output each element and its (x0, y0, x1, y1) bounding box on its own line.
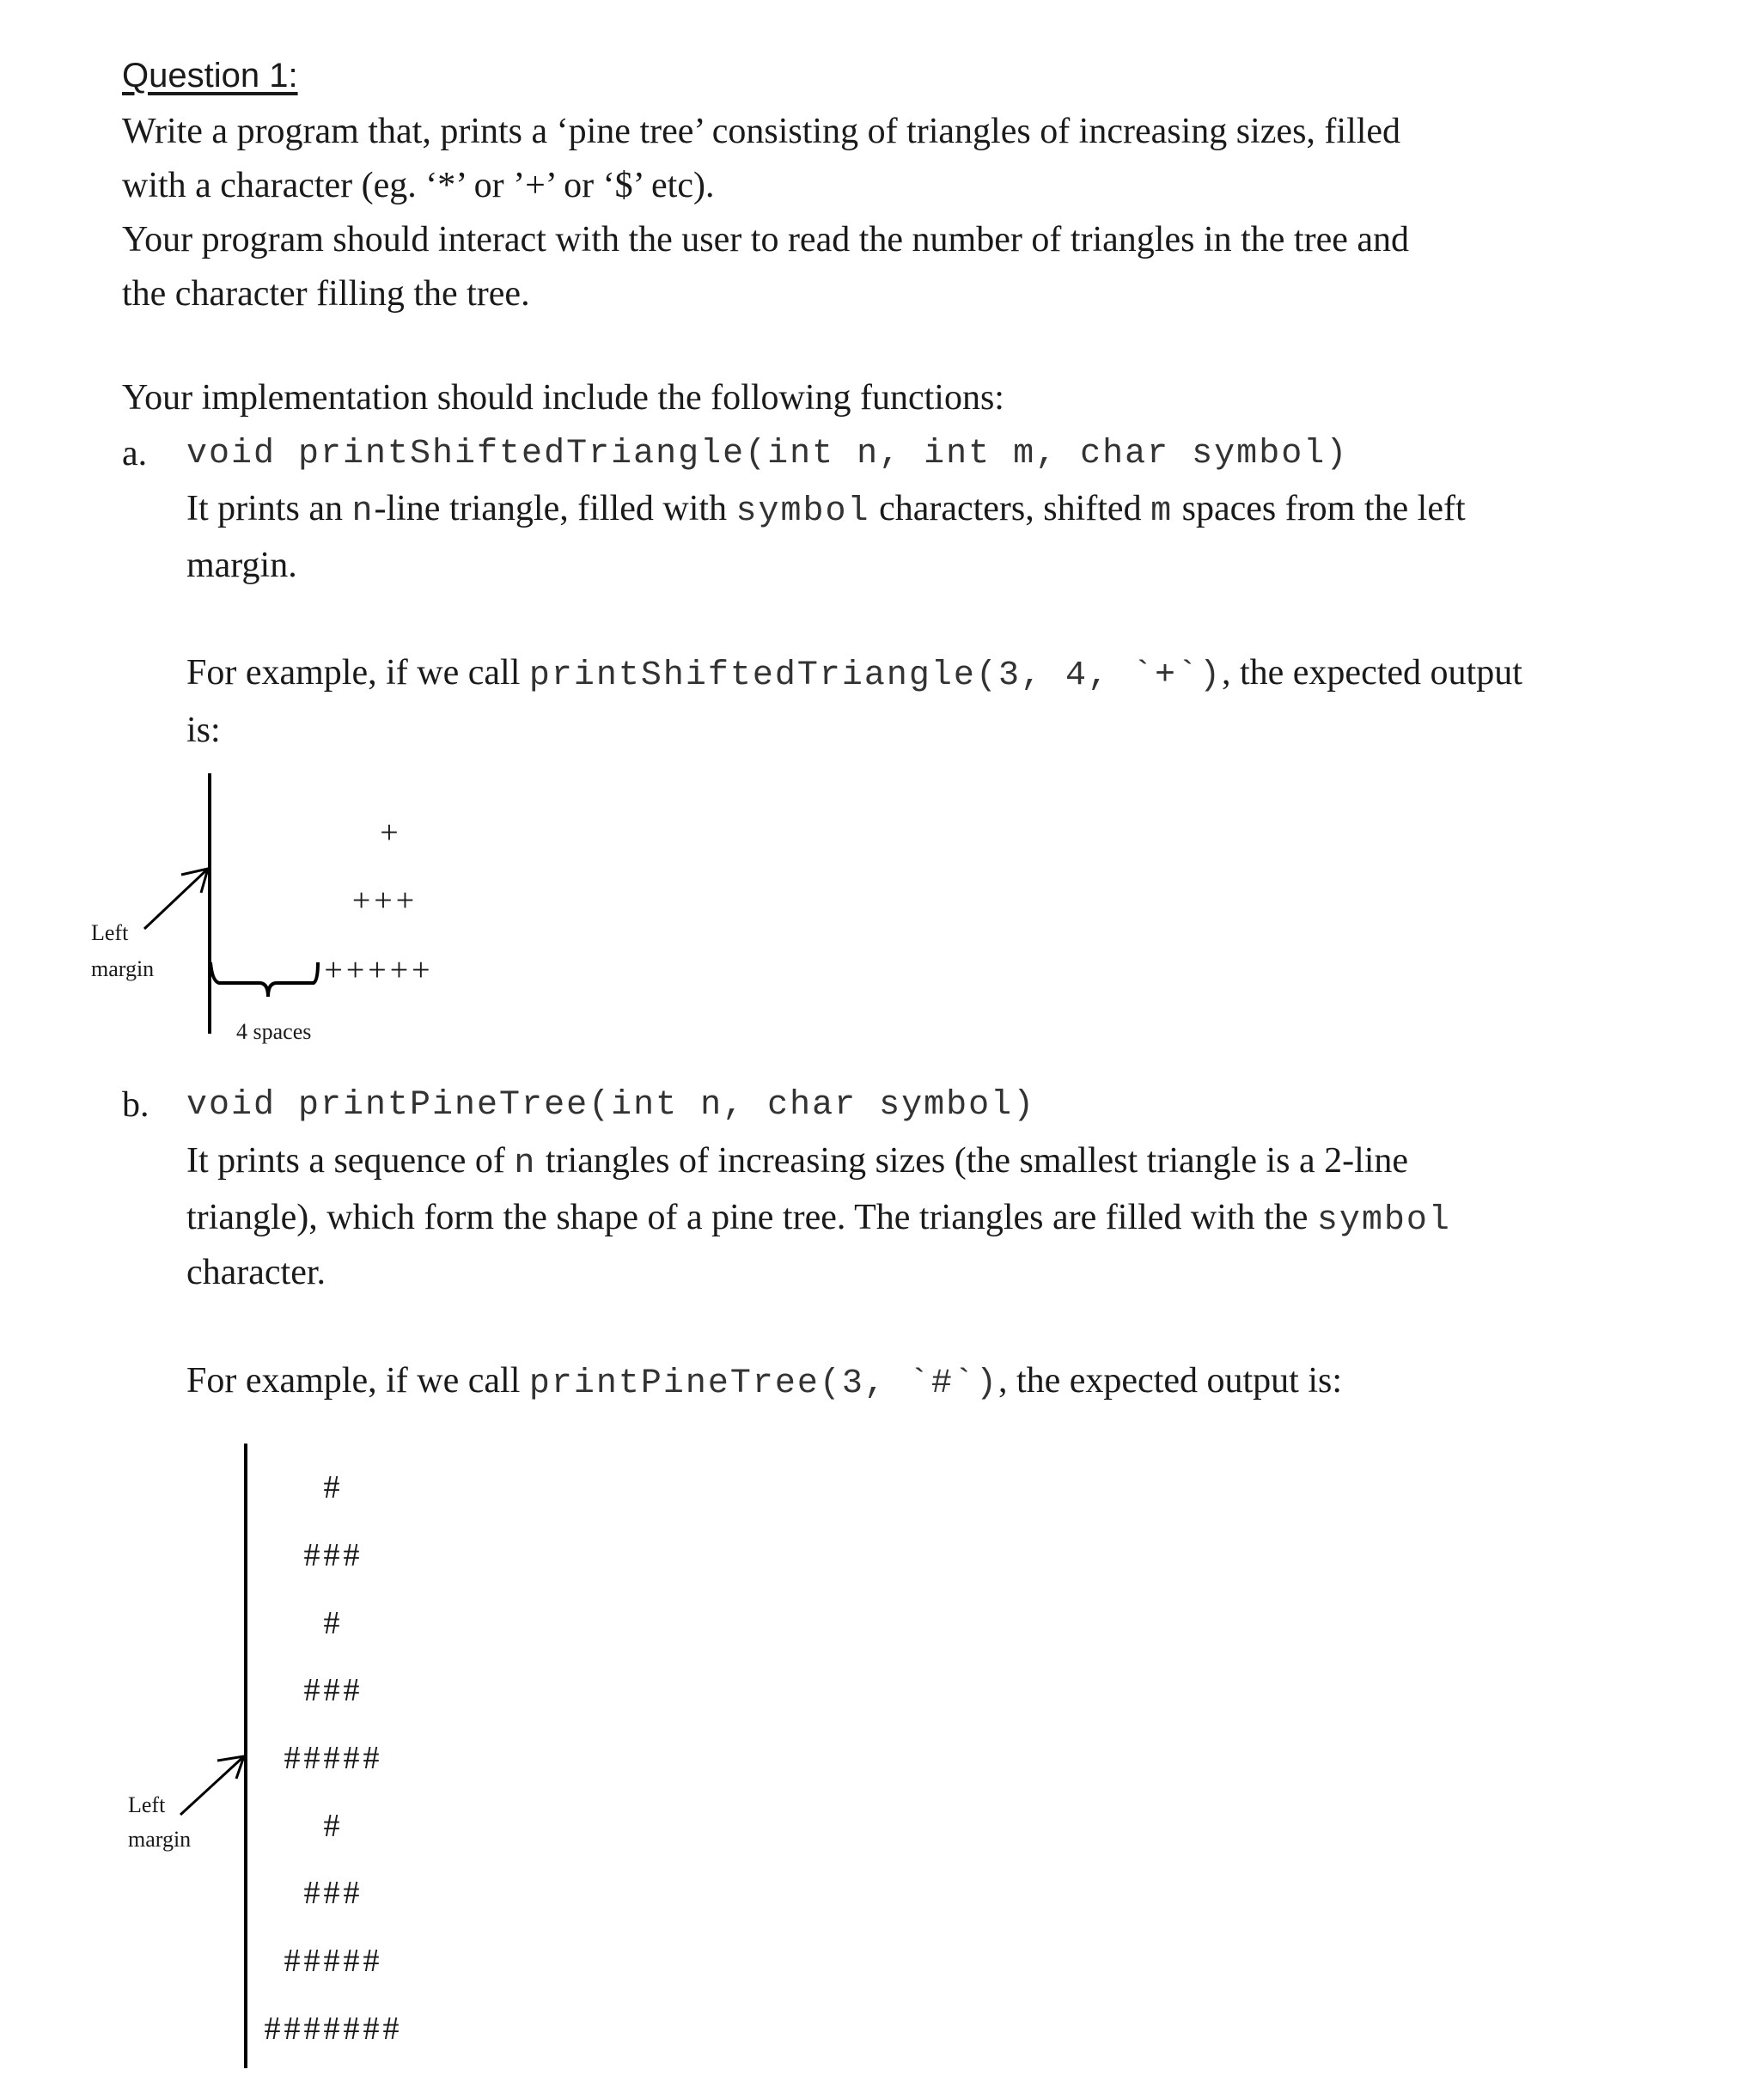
code: symbol (1316, 1201, 1451, 1240)
code: m (1150, 492, 1174, 531)
part-b-signature: void printPineTree(int n, char symbol) (186, 1086, 1036, 1125)
code: printShiftedTriangle(3, 4, `+`) (528, 656, 1222, 695)
part-a-description-line2: margin. (186, 546, 297, 585)
left-label: Left (128, 1792, 166, 1817)
spaces-label: 4 spaces (236, 1019, 312, 1044)
intro-line: Your program should interact with the user to read the number of triangles in the tree and (122, 220, 1409, 259)
output-row: +++ (351, 882, 418, 919)
intro-line: with a character (eg. ‘*’ or ’+’ or ‘$’ etc). (122, 166, 715, 205)
output-row: ##### (284, 1740, 383, 1776)
output-row: ####### (264, 2011, 403, 2047)
part-b-example (186, 1363, 1342, 1401)
text: spaces from the left (1173, 489, 1466, 528)
part-a-example-line2: is: (186, 711, 221, 750)
question-title: Question 1: (122, 57, 298, 95)
text: triangles of increasing sizes (the smallest triangle is a 2-line (536, 1141, 1409, 1181)
margin-label: margin (128, 1827, 192, 1852)
output-row: # (323, 1469, 344, 1505)
code: n (351, 492, 375, 531)
output-row: + (380, 815, 402, 851)
part-b-marker: b. (122, 1085, 149, 1125)
text: For example, if we call (186, 653, 529, 693)
part-b-description (186, 1143, 1408, 1181)
intro-line: Write a program that, prints a ‘pine tree’ consisting of triangles of increasing sizes, filled (122, 112, 1401, 151)
text: characters, shifted (869, 489, 1151, 528)
intro-line: the character filling the tree. (122, 274, 530, 314)
text: -line triangle, filled with (374, 489, 736, 528)
text: , the expected output is: (997, 1361, 1343, 1401)
output-row: ##### (284, 1943, 383, 1979)
part-a-marker: a. (122, 434, 148, 473)
text: It prints a sequence of (186, 1141, 515, 1181)
code: n (514, 1145, 537, 1183)
left-label: Left (91, 920, 129, 945)
text: It prints an (186, 489, 352, 528)
text: , the expected output (1221, 653, 1522, 693)
arrow-icon (144, 869, 208, 929)
part-a-signature: void printShiftedTriangle(int n, int m, char symbol) (186, 435, 1349, 473)
output-row: ### (303, 1537, 363, 1573)
text: For example, if we call (186, 1361, 529, 1401)
code: symbol (735, 492, 870, 531)
output-row: # (323, 1808, 344, 1844)
arrow-icon (180, 1756, 244, 1815)
output-row: +++++ (324, 952, 434, 988)
text: triangle), which form the shape of a pine tree. The triangles are filled with the (186, 1198, 1317, 1237)
part-b-description-line2 (186, 1200, 1451, 1238)
output-row: # (323, 1605, 344, 1641)
functions-intro: Your implementation should include the following functions: (122, 378, 1004, 418)
part-b-description-line3: character. (186, 1253, 326, 1292)
margin-label: margin (91, 956, 155, 981)
output-row: ### (303, 1672, 363, 1708)
code: printPineTree(3, `#`) (528, 1364, 998, 1403)
output-row: ### (303, 1875, 363, 1911)
